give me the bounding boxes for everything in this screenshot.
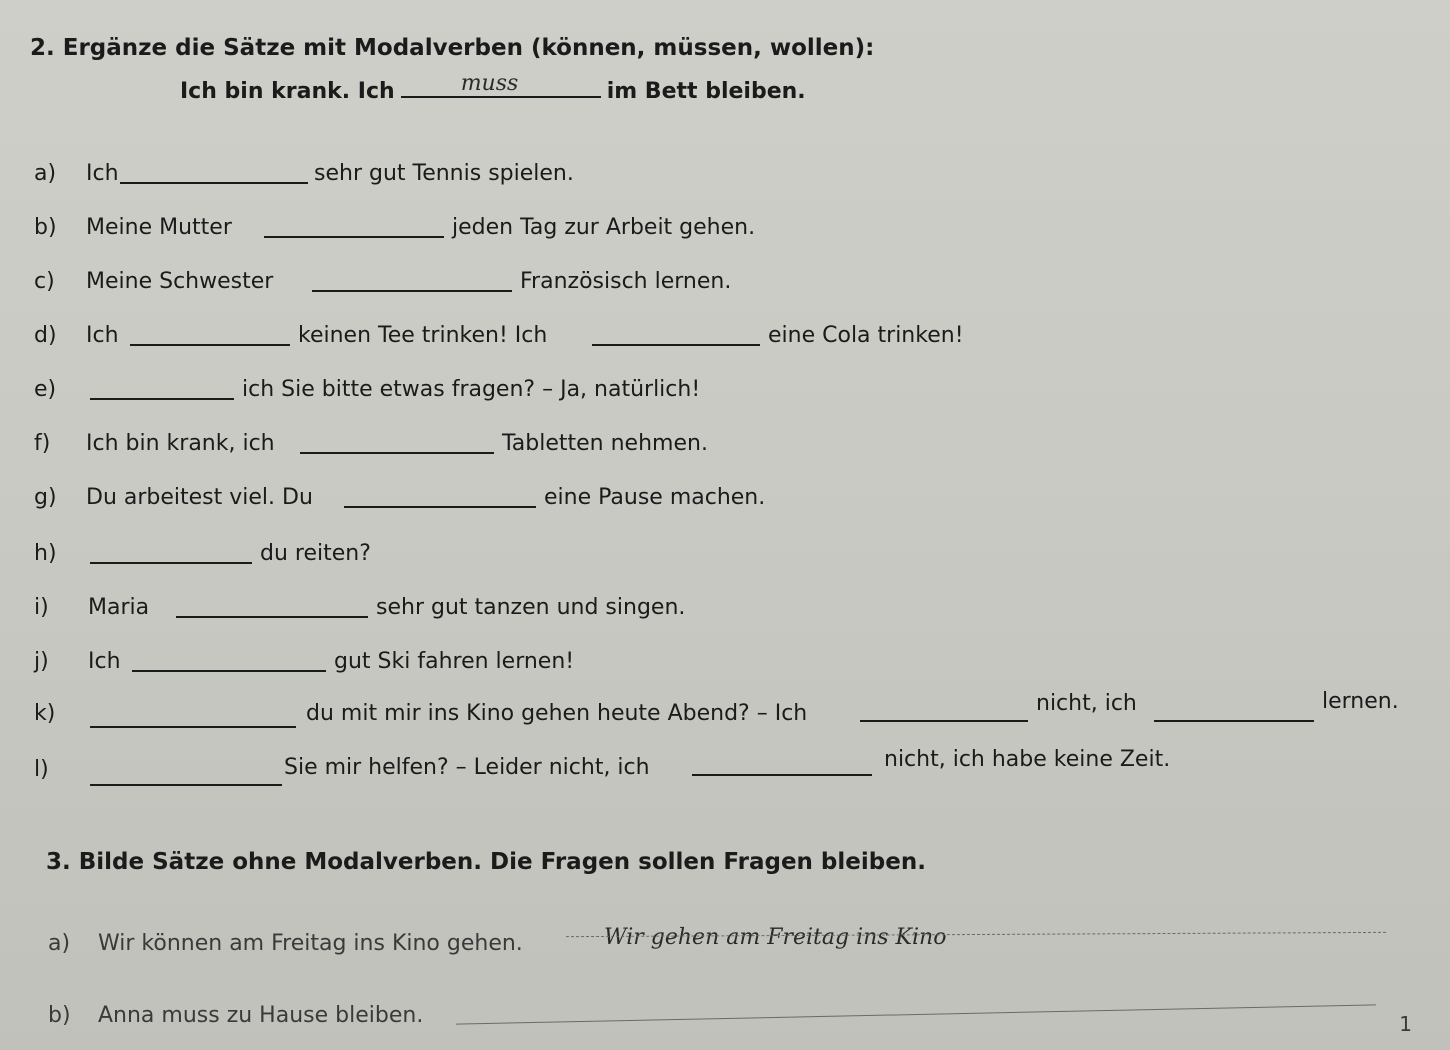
example-sentence [180, 71, 806, 106]
answer-blank[interactable] [300, 432, 494, 454]
exercise-3-title: 3. Bilde Sätze ohne Modalverben. Die Fragen sollen Fragen bleiben. [46, 849, 926, 875]
item-letter: a) [34, 161, 57, 186]
item-text: gut Ski fahren lernen! [334, 649, 575, 674]
item-letter: e) [34, 377, 57, 402]
item-letter: d) [34, 323, 57, 348]
item-text: eine Pause machen. [544, 485, 766, 510]
item-letter: k) [34, 701, 56, 726]
item-text: eine Cola trinken! [768, 323, 964, 348]
answer-blank[interactable] [692, 754, 872, 776]
answer-blank[interactable] [1154, 700, 1314, 722]
item-letter: l) [34, 757, 49, 782]
item-text: du mit mir ins Kino gehen heute Abend? – Ich [306, 701, 808, 726]
answer-blank[interactable] [90, 764, 282, 786]
item-text: Ich [86, 323, 119, 348]
answer-blank[interactable] [90, 706, 296, 728]
example-answer: muss [460, 71, 519, 96]
item-letter: j) [34, 649, 49, 674]
item-text: lernen. [1322, 689, 1399, 714]
item-text: du reiten? [260, 541, 371, 566]
answer-blank[interactable] [592, 324, 760, 346]
item-text: Du arbeitest viel. Du [86, 485, 313, 510]
item-letter: b) [48, 1003, 71, 1028]
example-part-1: Ich bin krank. Ich [180, 79, 395, 104]
item-text: Tabletten nehmen. [502, 431, 708, 456]
handwritten-answer: Wir gehen am Freitag ins Kino [604, 925, 947, 950]
item-text: Ich [88, 649, 121, 674]
item-text: keinen Tee trinken! Ich [298, 323, 548, 348]
item-text: sehr gut tanzen und singen. [376, 595, 686, 620]
answer-blank[interactable] [264, 216, 444, 238]
answer-blank[interactable] [130, 324, 290, 346]
item-text: Meine Schwester [86, 269, 274, 294]
item-text: Anna muss zu Hause bleiben. [98, 1003, 424, 1028]
item-text: ich Sie bitte etwas fragen? – Ja, natürlich! [242, 377, 701, 402]
item-text: nicht, ich [1036, 691, 1137, 716]
item-text: Wir können am Freitag ins Kino gehen. [98, 931, 523, 956]
answer-blank[interactable] [860, 700, 1028, 722]
item-text: Ich bin krank, ich [86, 431, 275, 456]
item-text: Meine Mutter [86, 215, 232, 240]
item-letter: b) [34, 215, 57, 240]
item-text: nicht, ich habe keine Zeit. [884, 747, 1171, 772]
item-letter: c) [34, 269, 55, 294]
item-letter: f) [34, 431, 51, 456]
answer-blank[interactable] [90, 378, 234, 400]
exercise-2-title: 2. Ergänze die Sätze mit Modalverben (können, müssen, wollen): [30, 35, 875, 61]
answer-blank[interactable] [120, 162, 308, 184]
answer-blank[interactable] [312, 270, 512, 292]
item-text: sehr gut Tennis spielen. [314, 161, 574, 186]
item-text: Französisch lernen. [520, 269, 732, 294]
item-letter: h) [34, 541, 57, 566]
item-letter: i) [34, 595, 49, 620]
example-blank [401, 71, 601, 98]
item-letter: a) [48, 931, 71, 956]
page-number: 1 [1399, 1012, 1412, 1036]
answer-blank[interactable] [344, 486, 536, 508]
answer-blank[interactable] [90, 542, 252, 564]
example-part-2: im Bett bleiben. [606, 79, 806, 104]
item-text: Maria [88, 595, 150, 620]
item-letter: g) [34, 485, 57, 510]
item-text: Ich [86, 161, 119, 186]
item-text: jeden Tag zur Arbeit gehen. [452, 215, 756, 240]
answer-blank[interactable] [132, 650, 326, 672]
item-text: Sie mir helfen? – Leider nicht, ich [284, 755, 650, 780]
answer-blank[interactable] [176, 596, 368, 618]
answer-line[interactable] [456, 1004, 1376, 1024]
